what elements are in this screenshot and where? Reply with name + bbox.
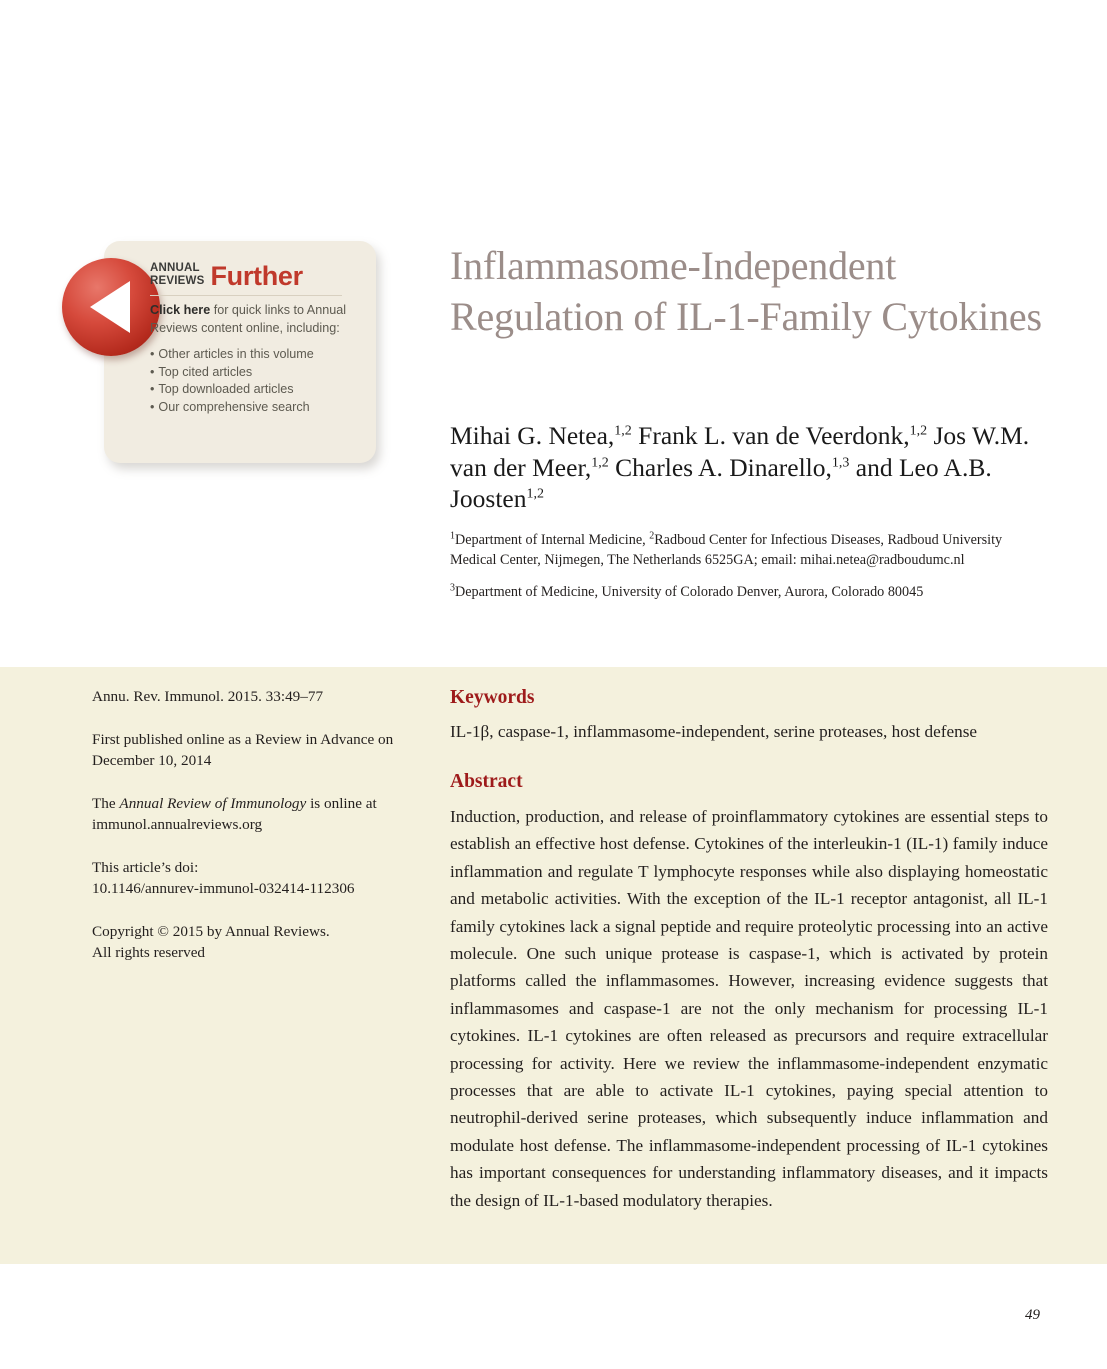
badge-link-list	[150, 346, 355, 416]
citation-line: Annu. Rev. Immunol. 2015. 33:49–77	[92, 688, 324, 705]
doi-label: This article’s doi:	[92, 859, 199, 876]
badge-call-to-action[interactable]	[150, 302, 355, 337]
author-list: Mihai G. Netea,$^{1,2}$ Frank L. van de Veerdonk,$^{1,2}$ Jos W.M. van der Meer,$^{1,2}$ Charles A. Dinarello,$^{1,3}$ and Leo A.B. Joosten$^{1,2}$	[450, 421, 1030, 513]
list-item[interactable]: • Other articles in this volume	[150, 346, 355, 364]
affiliation-secondary: $^3$Department of Medicine, University of Colorado Denver, Aurora, Colorado 80045	[450, 582, 924, 601]
doi-block	[92, 857, 412, 899]
affiliations-block	[450, 531, 1010, 616]
play-triangle-icon[interactable]	[62, 258, 160, 356]
abstract-column	[450, 686, 1048, 1214]
list-item[interactable]: • Top downloaded articles	[150, 381, 355, 399]
abstract-text: Induction, production, and release of proinflammatory cytokines are essential steps to establish an effective host defense. Cytokines of the interleukin-1 (IL-1) family induce inflammation and regulate T lymphocyte responses while also displaying homeostatic and metabolic activities. With the exception of the IL-1 receptor antagonist, all IL-1 family cytokines lack a signal peptide and require proteolytic processing into an active molecule. One such unique protease is caspase-1, which is activated by protein platforms called the inflammasomes. However, increasing evidence suggests that inflammasomes and caspase-1 are not the only mechanism for processing IL-1 cytokines. IL-1 cytokines are often released as precursors and require extracellular processing for activity. Here we review the inflammasome-independent enzymatic processes that are able to activate IL-1 cytokines, paying special attention to neutrophil-derived serine proteases, which subsequently induce inflammation and modulate host defense. The inflammasome-independent processing of IL-1 cytokines has important consequences for understanding inflammatory diseases, and it impacts the design of IL-1-based modulatory therapies.	[450, 807, 1048, 1210]
journal-online-line: The Annual Review of Immunology is online at immunol.annualreviews.org	[92, 795, 377, 833]
annual-reviews-wordmark	[150, 252, 355, 290]
affiliation-primary: $^1$Department of Internal Medicine, $^2$Radboud Center for Infectious Diseases, Radboud University Medical Center, Nijmegen, The Netherlands 6525GA; email: mihai.netea@radboudumc.nl	[450, 530, 1003, 568]
keywords-heading: Keywords	[450, 687, 535, 708]
badge-divider	[150, 295, 342, 296]
page-number: 49	[1025, 1307, 1040, 1323]
copyright-block	[92, 921, 412, 963]
click-here-link[interactable]: Click here	[150, 303, 211, 317]
copyright-line: Copyright © 2015 by Annual Reviews.	[92, 923, 330, 940]
doi-value: 10.1146/annurev-immunol-032414-112306	[92, 880, 355, 897]
journal-metadata-column	[92, 686, 412, 985]
cta-rest-text: for quick links to Annual Reviews content online, including:	[150, 303, 347, 335]
publication-date-line: First published online as a Review in Advance on December 10, 2014	[92, 731, 394, 769]
abstract-heading: Abstract	[450, 771, 523, 792]
list-item[interactable]: • Top cited articles	[150, 364, 355, 382]
rights-line: All rights reserved	[92, 944, 206, 961]
list-item[interactable]: • Our comprehensive search	[150, 399, 355, 417]
page-title: Inflammasome-Independent Regulation of IL-1-Family Cytokines	[450, 243, 1042, 339]
further-badge-content	[150, 252, 355, 416]
further-wordmark-text: Further	[210, 261, 303, 291]
brand-line-annual: ANNUAL	[150, 262, 200, 274]
annual-reviews-brand	[150, 262, 204, 290]
brand-line-reviews: REVIEWS	[150, 274, 205, 287]
keywords-text: IL-1β, caspase-1, inflammasome-independent, serine proteases, host defense	[450, 722, 978, 741]
